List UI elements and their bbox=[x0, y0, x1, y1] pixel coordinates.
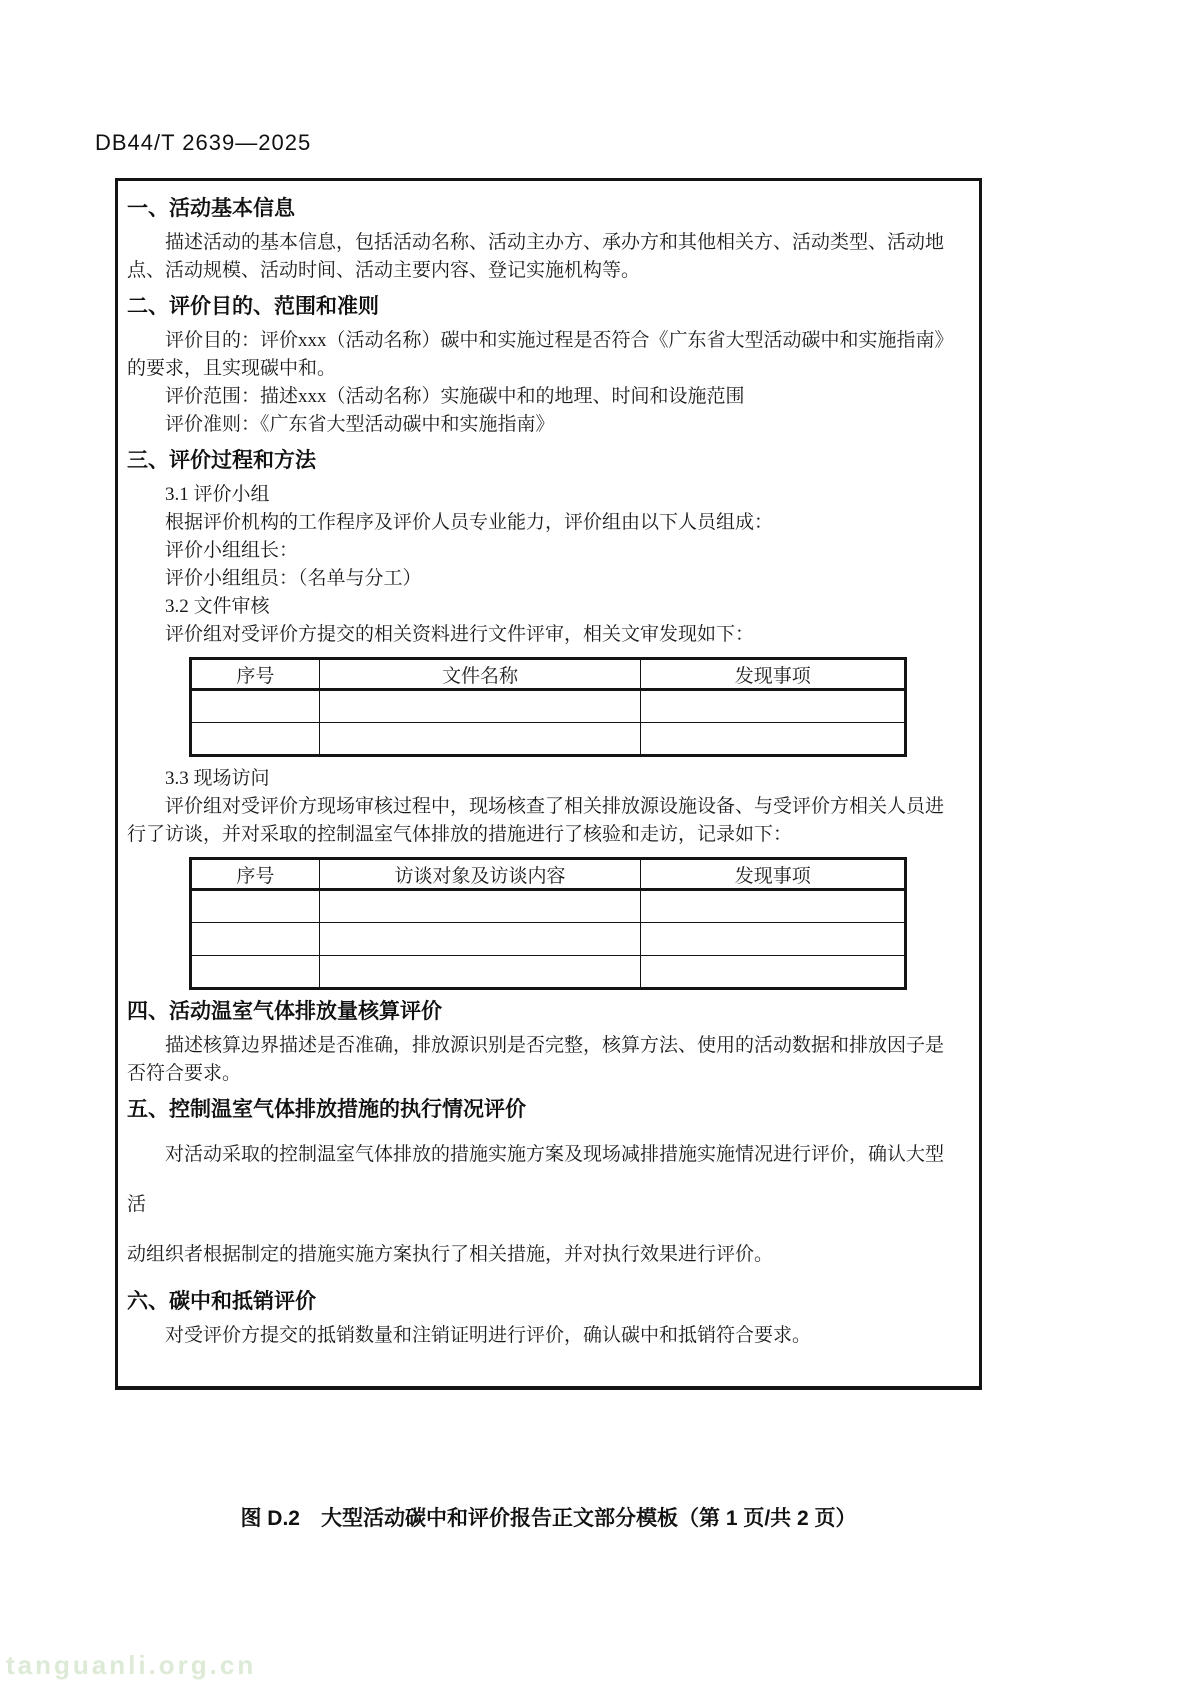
table-cell bbox=[641, 723, 906, 756]
body-line: 活 bbox=[127, 1194, 147, 1215]
review-table bbox=[189, 657, 907, 757]
table-header-cell: 序号 bbox=[191, 859, 320, 890]
body-line: 对活动采取的控制温室气体排放的措施实施方案及现场减排措施实施情况进行评价，确认大型 bbox=[165, 1144, 945, 1165]
template-box bbox=[115, 178, 982, 1390]
body-line: 3.3 现场访问 bbox=[165, 768, 270, 789]
section-heading-3: 三、评价过程和方法 bbox=[127, 449, 316, 472]
table-header-cell: 发现事项 bbox=[641, 659, 906, 690]
body-line: 行了访谈，并对采取的控制温室气体排放的措施进行了核验和走访，记录如下： bbox=[127, 824, 793, 845]
table-cell bbox=[191, 923, 320, 956]
body-line: 评价小组组长： bbox=[165, 540, 299, 561]
body-line: 描述核算边界描述是否准确，排放源识别是否完整，核算方法、使用的活动数据和排放因子是 bbox=[165, 1035, 945, 1056]
table-cell bbox=[641, 890, 906, 923]
section-heading-6: 六、碳中和抵销评价 bbox=[127, 1290, 316, 1313]
body-line: 评价小组组员：（名单与分工） bbox=[165, 568, 422, 589]
table-cell bbox=[319, 890, 641, 923]
watermark: tanguanli.org.cn bbox=[6, 1650, 257, 1680]
figure-caption: 图 D.2 大型活动碳中和评价报告正文部分模板（第 1 页/共 2 页） bbox=[240, 1507, 857, 1530]
doc-code: DB44/T 2639—2025 bbox=[95, 130, 312, 155]
table-header-row bbox=[191, 859, 906, 890]
section-heading-2: 二、评价目的、范围和准则 bbox=[127, 295, 379, 318]
table-row bbox=[191, 923, 906, 956]
body-line: 评价范围：描述xxx（活动名称）实施碳中和的地理、时间和设施范围 bbox=[165, 386, 745, 407]
body-line: 评价组对受评价方提交的相关资料进行文件评审，相关文审发现如下： bbox=[165, 624, 755, 645]
body-line: 描述活动的基本信息，包括活动名称、活动主办方、承办方和其他相关方、活动类型、活动地 bbox=[165, 232, 945, 253]
table-cell bbox=[641, 923, 906, 956]
section-heading-1: 一、活动基本信息 bbox=[127, 197, 295, 220]
table-row bbox=[191, 723, 906, 756]
table-header-row bbox=[191, 659, 906, 690]
body-line: 的要求，且实现碳中和。 bbox=[127, 358, 337, 379]
table-cell bbox=[319, 690, 641, 723]
table-header-cell: 序号 bbox=[191, 659, 320, 690]
review-table bbox=[189, 857, 907, 990]
table-header-cell: 文件名称 bbox=[319, 659, 641, 690]
table-cell bbox=[319, 956, 641, 989]
body-line: 评价目的：评价xxx（活动名称）碳中和实施过程是否符合《广东省大型活动碳中和实施指南》 bbox=[165, 330, 954, 351]
table-header-cell: 发现事项 bbox=[641, 859, 906, 890]
body-line: 点、活动规模、活动时间、活动主要内容、登记实施机构等。 bbox=[127, 260, 641, 281]
table-cell bbox=[191, 890, 320, 923]
body-line: 动组织者根据制定的措施实施方案执行了相关措施，并对执行效果进行评价。 bbox=[127, 1244, 774, 1265]
table-row bbox=[191, 690, 906, 723]
table-row bbox=[191, 956, 906, 989]
table-cell bbox=[191, 956, 320, 989]
table-cell bbox=[319, 723, 641, 756]
table-header-cell: 访谈对象及访谈内容 bbox=[319, 859, 641, 890]
body-line: 否符合要求。 bbox=[127, 1063, 242, 1084]
table-cell bbox=[191, 723, 320, 756]
body-line: 根据评价机构的工作程序及评价人员专业能力，评价组由以下人员组成： bbox=[165, 512, 774, 533]
body-line: 对受评价方提交的抵销数量和注销证明进行评价，确认碳中和抵销符合要求。 bbox=[165, 1325, 812, 1346]
table-cell bbox=[641, 956, 906, 989]
table-row bbox=[191, 890, 906, 923]
body-line: 3.2 文件审核 bbox=[165, 596, 270, 617]
table-cell bbox=[191, 690, 320, 723]
section-heading-4: 四、活动温室气体排放量核算评价 bbox=[127, 1000, 442, 1023]
section-heading-5: 五、控制温室气体排放措施的执行情况评价 bbox=[127, 1098, 526, 1121]
table-cell bbox=[319, 923, 641, 956]
table-cell bbox=[641, 690, 906, 723]
body-line: 评价组对受评价方现场审核过程中，现场核查了相关排放源设施设备、与受评价方相关人员进 bbox=[165, 796, 945, 817]
body-line: 评价准则：《广东省大型活动碳中和实施指南》 bbox=[165, 414, 555, 435]
body-line: 3.1 评价小组 bbox=[165, 484, 270, 505]
